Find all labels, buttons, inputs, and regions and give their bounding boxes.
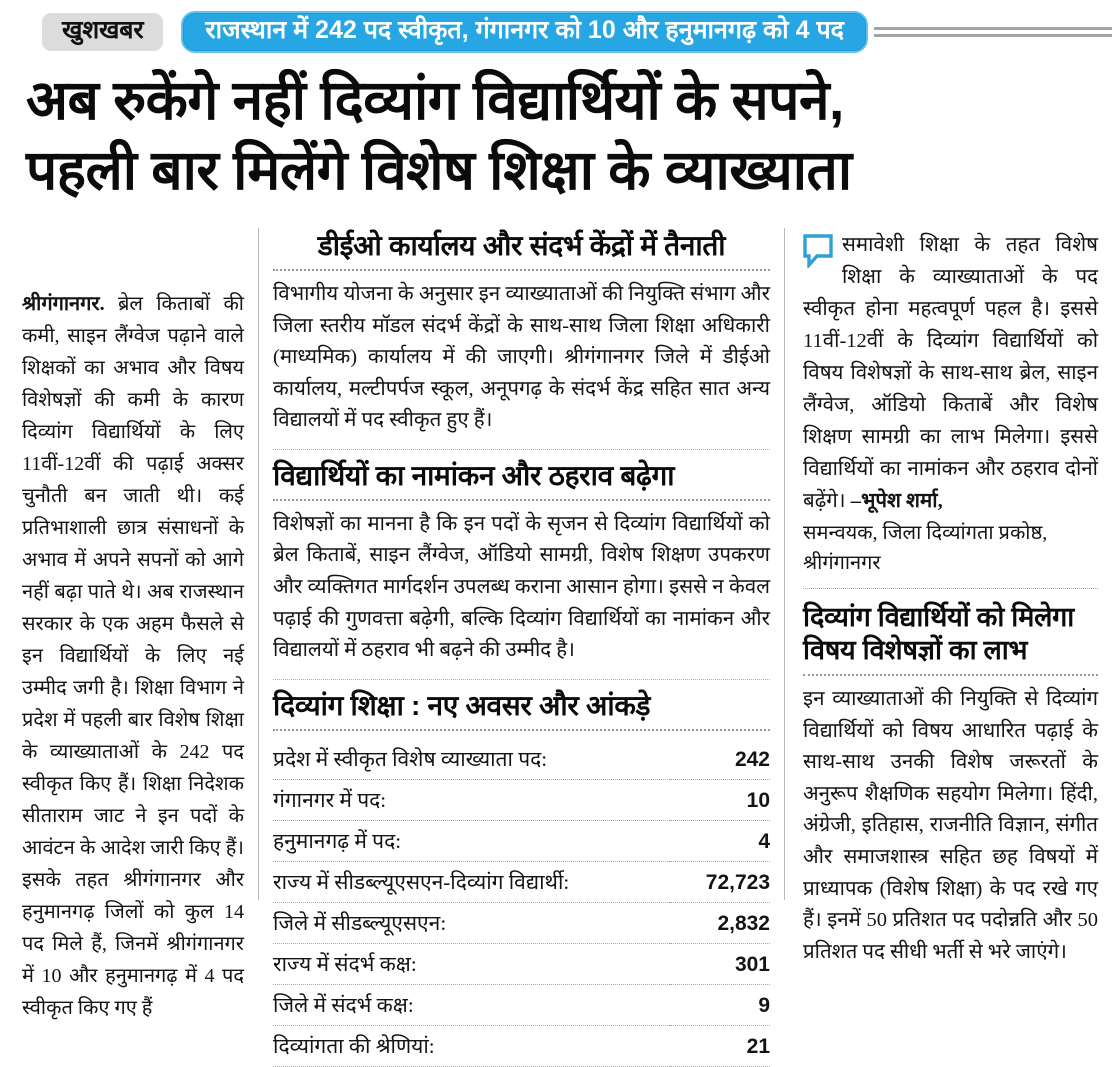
stat-label: जिले में सीडब्ल्यूएसएन:: [273, 902, 670, 943]
mid-section-enrolment-body: विशेषज्ञों का मानना है कि इन पदों के सृजन से दिव्यांग विद्यार्थियों को ब्रेल किताबें, साइन लैंग्वेज, ऑडियो सामग्री, विशेष शिक्षण उपकरण और व्यक्तिगत मार्गदर्शन उपलब्ध कराना आसान होगा। इससे न केवल पढ़ाई की गुणवत्ता बढ़ेगी, बल्कि दिव्यांग विद्यार्थियों का नामांकन और विद्यालयों में ठहराव भी बढ़ने की उम्मीद है।: [273, 512, 770, 662]
stat-label: प्रदेश में स्वीकृत विशेष व्याख्याता पद:: [273, 739, 670, 780]
stats-section: [273, 688, 770, 1067]
divider-dotted: [803, 674, 1098, 676]
headline-line-2: पहली बार मिलेंगे विशेष शिक्षा के व्याख्याता: [26, 138, 852, 201]
table-row: [273, 902, 770, 943]
deco-line-1: [874, 27, 1112, 30]
divider-dotted: [273, 679, 770, 680]
middle-column: [258, 228, 785, 1058]
stat-label: हनुमानगढ़ में पद:: [273, 820, 670, 861]
stat-label: राज्य में संदर्भ कक्ष:: [273, 943, 670, 984]
divider-dotted: [273, 729, 770, 731]
stats-table: [273, 739, 770, 1067]
stat-value: 9: [670, 984, 770, 1025]
table-row: [273, 820, 770, 861]
divider-dotted: [803, 588, 1098, 589]
stat-label: दिव्यांगता की श्रेणियां:: [273, 1025, 670, 1066]
kicker-badge: खुशखबर: [42, 13, 163, 50]
mid-section-enrolment-heading: विद्यार्थियों का नामांकन और ठहराव बढ़ेगा: [273, 459, 675, 491]
quote-attribution-role: समन्वयक, जिला दिव्यांगता प्रकोष्ठ, श्रीगंगानगर: [803, 521, 1048, 574]
mid-section-enrolment: [273, 458, 770, 667]
stats-table-body: [273, 739, 770, 1067]
stat-value: 10: [670, 779, 770, 820]
stat-value: 72,723: [670, 861, 770, 902]
mid-section-deployment: [273, 228, 770, 437]
stat-value: 21: [670, 1025, 770, 1066]
quote-block: [803, 230, 1098, 578]
left-column-text: ब्रेल किताबों की कमी, साइन लैंग्वेज पढ़ाने वाले शिक्षकों का अभाव और विषय विशेषज्ञों की कमी के कारण दिव्यांग विद्यार्थियों के लिए 11वीं-12वीं की पढ़ाई अक्सर चुनौती बन जाती थी। कई प्रतिभाशाली छात्र संसाधनों के अभाव में अपने सपनों को आगे नहीं बढ़ा पाते थे। अब राजस्थान सरकार के एक अहम फैसले से इन विद्यार्थियों के लिए नई उम्मीद जगी है। शिक्षा विभाग ने प्रदेश में पहली बार विशेष शिक्षा के व्याख्याताओं के 242 पद स्वीकृत किए हैं। शिक्षा निदेशक सीताराम जाट ने इन पदों के आवंटन के आदेश जारी किए हैं। इसके तहत श्रीगंगानगर और हनुमानगढ़ जिलों को कुल 14 पद मिले हैं, जिनमें श्रीगंगानगर में 10 और हनुमानगढ़ में 4 पद स्वीकृत किए गए हैं: [22, 293, 244, 1019]
table-row: [273, 779, 770, 820]
right-section-benefit-body: इन व्याख्याताओं की नियुक्ति से दिव्यांग विद्यार्थियों को विषय आधारित पढ़ाई के साथ-साथ उनकी विशेष जरूरतों के अनुरूप शैक्षणिक सहयोग मिलेगा। हिंदी, अंग्रेजी, इतिहास, राजनीति विज्ञान, संगीत और समाजशास्त्र सहित छह विषयों में प्राध्यापक (विशेष शिक्षा) के पद रखे गए हैं। इनमें 50 प्रतिशत पद पदोन्नति और 50 प्रतिशत पद सीधी भर्ती से भरे जाएंगे।: [803, 688, 1098, 963]
left-column-body: [22, 288, 244, 1024]
right-column: [785, 228, 1114, 963]
top-banner: [0, 8, 1114, 56]
table-row: [273, 984, 770, 1025]
quote-text: [803, 230, 1098, 518]
deco-line-2: [874, 34, 1112, 37]
mid-section-deployment-heading: डीईओ कार्यालय और संदर्भ केंद्रों में तैनाती: [317, 230, 726, 261]
stat-label: राज्य में सीडब्ल्यूएसएन-दिव्यांग विद्यार्थी:: [273, 861, 670, 902]
main-headline: [26, 66, 1096, 206]
mid-section-deployment-body: विभागीय योजना के अनुसार इन व्याख्याताओं की नियुक्ति संभाग और जिला स्तरीय मॉडल संदर्भ केंद्रों के साथ-साथ जिला शिक्षा अधिकारी (माध्यमिक) कार्यालय में की जाएगी। श्रीगंगानगर जिले में डीईओ कार्यालय, मल्टीपर्पज स्कूल, अनूपगढ़ के संदर्भ केंद्र सहित सात अन्य विद्यालयों में पद स्वीकृत हुए हैं।: [273, 283, 770, 432]
speech-bubble-icon: [803, 234, 833, 268]
divider-dotted: [273, 499, 770, 501]
stat-value: 301: [670, 943, 770, 984]
table-row: [273, 861, 770, 902]
divider-dotted: [273, 269, 770, 271]
quote-body: समावेशी शिक्षा के तहत विशेष शिक्षा के व्याख्याताओं के पद स्वीकृत होना महत्वपूर्ण पहल है। इससे 11वीं-12वीं के दिव्यांग विद्यार्थियों को विषय विशेषज्ञों के साथ-साथ ब्रेल, साइन लैंग्वेज, ऑडियो किताबें और विशेष शिक्षण सामग्री का लाभ मिलेगा। इससे विद्यार्थियों का नामांकन और ठहराव दोनों बढ़ेंगे।: [803, 234, 1098, 512]
divider-dotted: [273, 449, 770, 450]
stat-value: 4: [670, 820, 770, 861]
stat-value: 2,832: [670, 902, 770, 943]
left-column: [0, 228, 258, 1019]
stats-heading: दिव्यांग शिक्षा : नए अवसर और आंकड़े: [273, 689, 651, 721]
stat-label: गंगानगर में पद:: [273, 779, 670, 820]
quote-attribution-name: –भूपेश शर्मा,: [850, 489, 943, 512]
dateline: श्रीगंगानगर.: [22, 293, 105, 315]
table-row: [273, 1025, 770, 1066]
banner-decoration-lines: [874, 27, 1114, 37]
table-row: [273, 943, 770, 984]
stat-value: 242: [670, 739, 770, 780]
banner-headline-strip: राजस्थान में 242 पद स्वीकृत, गंगानगर को 10 और हनुमानगढ़ को 4 पद: [181, 11, 868, 52]
right-section-benefit: [803, 601, 1098, 969]
right-section-benefit-heading: दिव्यांग विद्यार्थियों को मिलेगा विषय विशेषज्ञों का लाभ: [803, 601, 1074, 666]
table-row: [273, 739, 770, 780]
article-columns: [0, 228, 1114, 1058]
headline-line-1: अब रुकेंगे नहीं दिव्यांग विद्यार्थियों के सपने,: [26, 69, 844, 131]
stat-label: जिले में संदर्भ कक्ष:: [273, 984, 670, 1025]
